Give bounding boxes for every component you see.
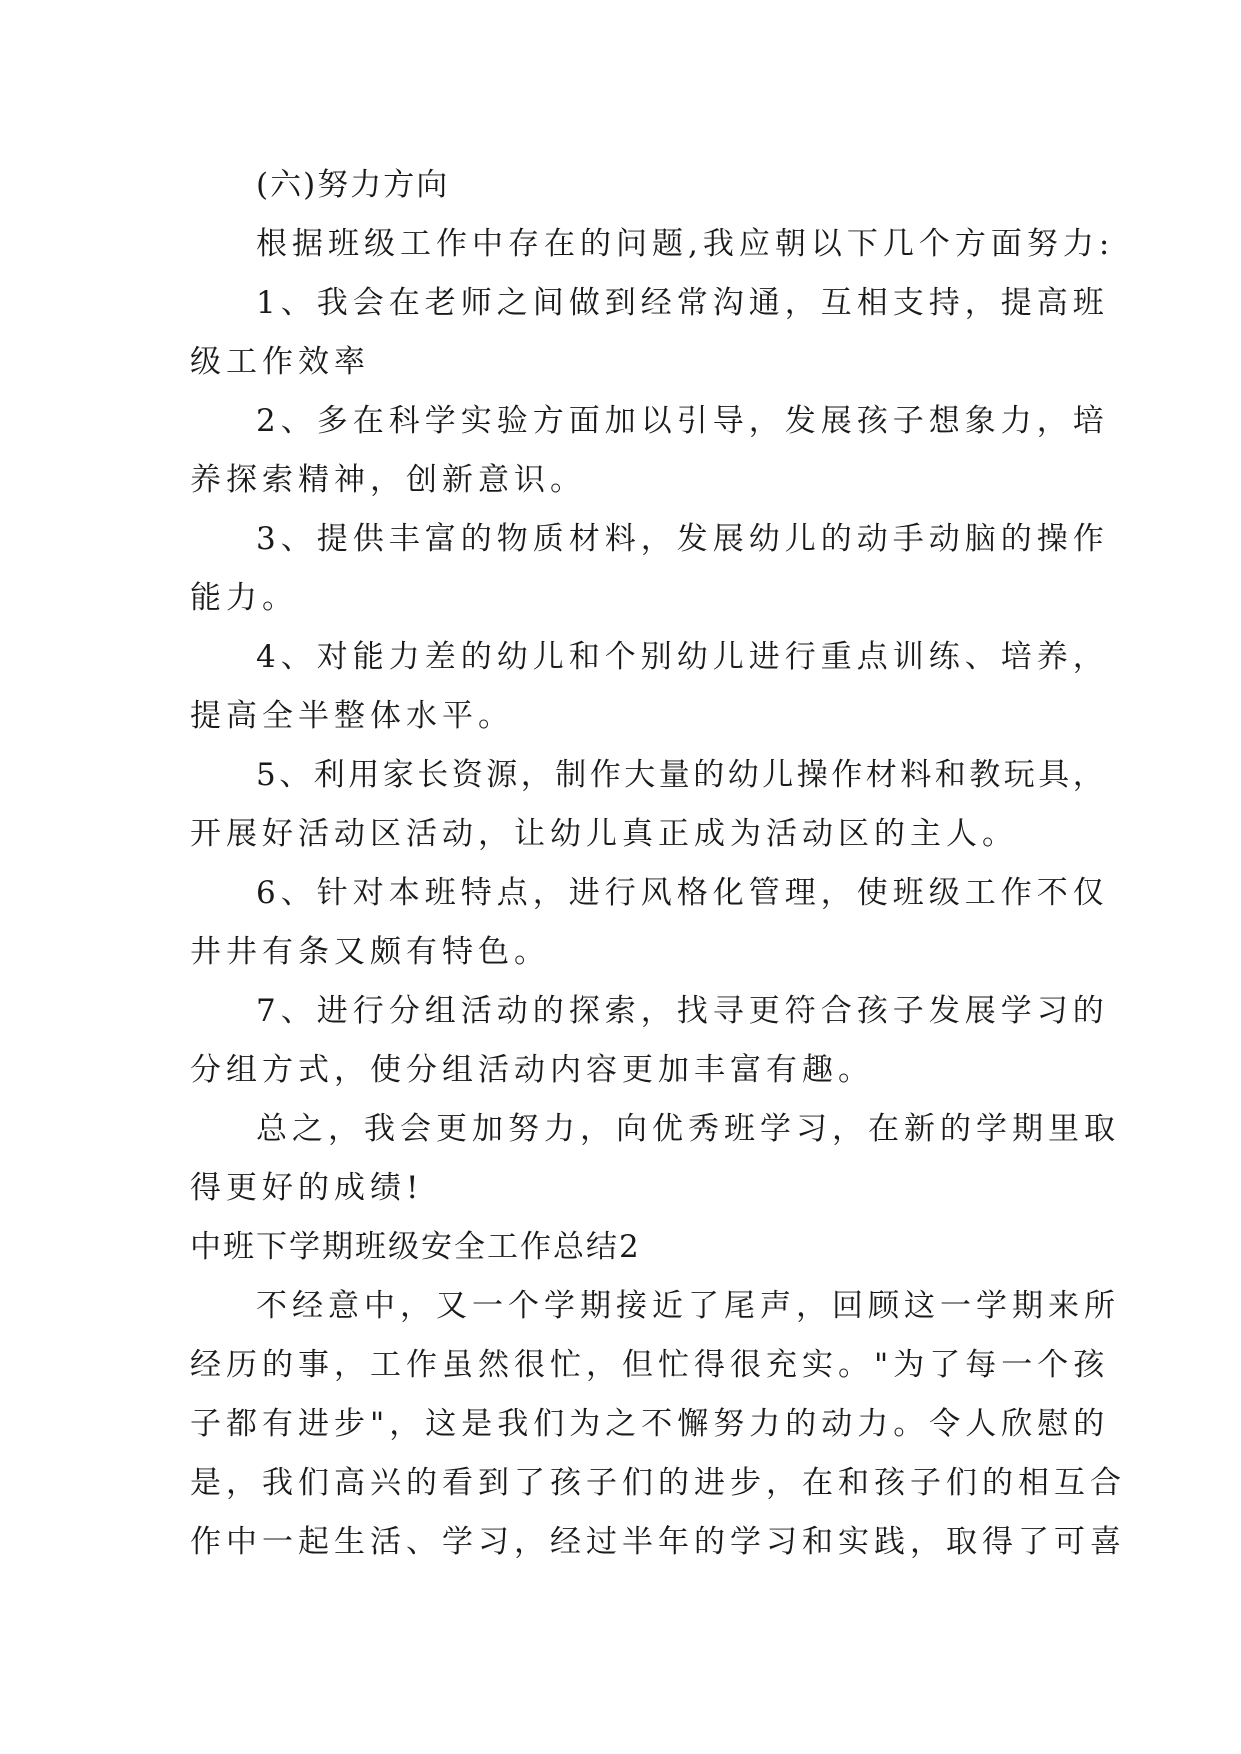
paragraph-2-line-2: 经历的事，工作虽然很忙，但忙得很充实。"为了每一个孩 — [190, 1347, 1110, 1383]
list-item-3-line-2: 能力。 — [190, 580, 298, 616]
list-item-6-line-1: 6、针对本班特点，进行风格化管理，使班级工作不仅 — [256, 875, 1109, 911]
section-heading: (六)努力方向 — [256, 167, 450, 203]
paragraph-2-line-3: 子都有进步"，这是我们为之不懈努力的动力。令人欣慰的 — [190, 1406, 1110, 1442]
list-item-7-line-1: 7、进行分组活动的探索，找寻更符合孩子发展学习的 — [256, 993, 1109, 1029]
conclusion-line-1: 总之，我会更加努力，向优秀班学习，在新的学期里取 — [256, 1111, 1120, 1147]
document-page — [190, 156, 1126, 1572]
paragraph-2-line-1: 不经意中，又一个学期接近了尾声，回顾这一学期来所 — [256, 1288, 1120, 1324]
list-item-2-line-2: 养探索精神，创新意识。 — [190, 462, 586, 498]
intro-paragraph: 根据班级工作中存在的问题,我应朝以下几个方面努力: — [256, 226, 1115, 262]
list-item-5-line-1: 5、利用家长资源，制作大量的幼儿操作材料和教玩具， — [256, 757, 1108, 793]
list-item-1-line-2: 级工作效率 — [190, 344, 370, 380]
paragraph-2-line-5: 作中一起生活、学习，经过半年的学习和实践，取得了可喜 — [190, 1524, 1126, 1560]
list-item-7-line-2: 分组方式，使分组活动内容更加丰富有趣。 — [190, 1052, 874, 1088]
paragraph-2-line-4: 是，我们高兴的看到了孩子们的进步，在和孩子们的相互合 — [190, 1465, 1126, 1501]
list-item-2-line-1: 2、多在科学实验方面加以引导，发展孩子想象力，培 — [256, 403, 1109, 439]
list-item-3-line-1: 3、提供丰富的物质材料，发展幼儿的动手动脑的操作 — [256, 521, 1109, 557]
list-item-4-line-1: 4、对能力差的幼儿和个别幼儿进行重点训练、培养， — [256, 639, 1109, 675]
list-item-4-line-2: 提高全半整体水平。 — [190, 698, 514, 734]
list-item-5-line-2: 开展好活动区活动，让幼儿真正成为活动区的主人。 — [190, 816, 1018, 852]
list-item-6-line-2: 井井有条又颇有特色。 — [190, 934, 550, 970]
list-item-1-line-1: 1、我会在老师之间做到经常沟通，互相支持，提高班 — [256, 285, 1109, 321]
conclusion-line-2: 得更好的成绩! — [190, 1170, 424, 1206]
document-title-2: 中班下学期班级安全工作总结2 — [190, 1229, 641, 1265]
